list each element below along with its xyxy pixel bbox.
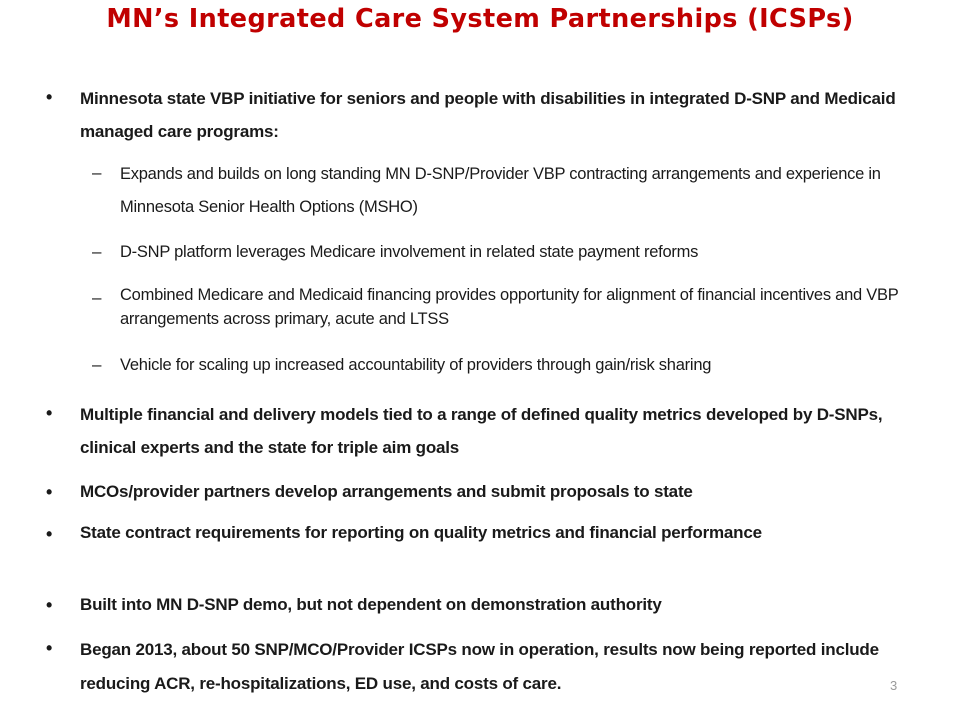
bullet-text: Built into MN D-SNP demo, but not dependent on demonstration authority xyxy=(80,595,662,614)
bullet-text: Began 2013, about 50 SNP/MCO/Provider ICSPs now in operation, results now being reported include reducing ACR, re-hospitalizations, ED use, and costs of care. xyxy=(80,640,879,693)
bullet-text: MCOs/provider partners develop arrangements and submit proposals to state xyxy=(80,482,693,501)
sub-bullet-text: D-SNP platform leverages Medicare involvement in related state payment reforms xyxy=(120,243,699,261)
slide-title: MN’s Integrated Care System Partnerships (ICSPs) xyxy=(106,4,854,34)
bullet-marker: • xyxy=(46,403,53,423)
sub-bullet-text: Combined Medicare and Medicaid financing provides opportunity for alignment of financial incentives and VBP arrangements across primary, acute and LTSS xyxy=(120,286,899,328)
bullet-text: Multiple financial and delivery models tied to a range of defined quality metrics developed by D-SNPs, clinical experts and the state for triple aim goals xyxy=(80,405,883,457)
bullet-marker: • xyxy=(46,482,53,502)
bullet-text: Minnesota state VBP initiative for seniors and people with disabilities in integrated D-SNP and Medicaid managed care programs: xyxy=(80,89,896,141)
sub-bullet-marker: – xyxy=(92,355,102,374)
sub-bullet-text: Expands and builds on long standing MN D-SNP/Provider VBP contracting arrangements and experience in Minnesota Senior Health Options (MSHO) xyxy=(120,165,881,216)
bullet-text: State contract requirements for reporting on quality metrics and financial performance xyxy=(80,523,762,542)
sub-bullet-marker: – xyxy=(92,288,102,307)
bullet-marker: • xyxy=(46,87,53,107)
sub-bullet-text: Vehicle for scaling up increased accountability of providers through gain/risk sharing xyxy=(120,356,712,374)
bullet-marker: • xyxy=(46,638,53,658)
bullet-marker: • xyxy=(46,595,53,615)
sub-bullet-marker: – xyxy=(92,163,102,182)
sub-bullet-marker: – xyxy=(92,242,102,261)
bullet-marker: • xyxy=(46,524,53,544)
page-number: 3 xyxy=(890,678,898,693)
